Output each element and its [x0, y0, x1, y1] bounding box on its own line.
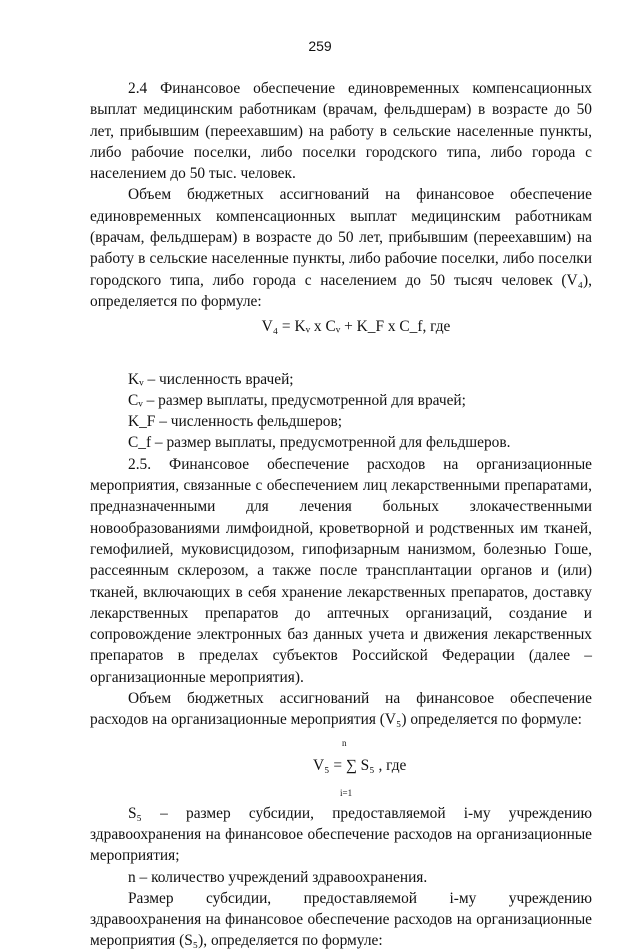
definition-n: n – количество учреждений здравоохранения.: [128, 868, 428, 886]
v4-definitions: [90, 369, 592, 454]
page-number: 259: [308, 38, 332, 54]
definition-cf: C_f – размер выплаты, предусмотренной для фельдшеров.: [128, 434, 511, 452]
sum-expression: V₅ = ∑ S₅ , где: [313, 756, 407, 774]
definition-kf: K_F – численность фельдшеров;: [128, 413, 343, 431]
sum-lower-limit: i=1: [340, 787, 353, 798]
section-2-4-heading: 2.4 Финансовое обеспечение единовременных компенсационных выплат медицинским работникам (врачам, фельдшерам) в возрасте до 50 лет, прибывшим (переехавшим) на работу в сельские населенные пункты, либо рабочие поселки, либо поселки городского типа, либо города с населением до 50 тыс. человек.: [90, 80, 592, 183]
section-2-5-intro: Объем бюджетных ассигнований на финансовое обеспечение расходов на организационные мероприятия (V₅) определяется по формуле:: [90, 690, 592, 729]
definition-cv: Cᵥ – размер выплаты, предусмотренной для врачей;: [128, 391, 466, 409]
subsidy-intro: Размер субсидии, предоставляемой i-му учреждению здравоохранения на финансовое обеспечение расходов на организационные мероприятия (S₅), определяется по формуле:: [90, 889, 592, 950]
document-body: [90, 78, 592, 952]
sum-upper-limit: n: [342, 737, 347, 748]
formula-v4: V₄ = Kᵥ x Cᵥ + K_F x C_f, где: [261, 318, 451, 336]
section-2-4-intro: Объем бюджетных ассигнований на финансовое обеспечение единовременных компенсационных выплат медицинским работникам (врачам, фельдшерам) в возрасте до 50 лет, прибывшим (переехавшим) на работу в сельские населенные пункты, либо рабочие поселки, либо поселки городского типа, либо города с населением до 50 тысяч человек (V₄), определяется по формуле:: [90, 186, 592, 310]
definition-kv: Kᵥ – численность врачей;: [128, 370, 294, 388]
definition-s5: S₅ – размер субсидии, предоставляемой i-му учреждению здравоохранения на финансовое обеспечение расходов на организационные мероприятия;: [90, 804, 592, 865]
section-2-5-heading: 2.5. Финансовое обеспечение расходов на организационные мероприятия, связанные с обеспечением лиц лекарственными препаратами, предназначенными для лечения больных злокачественными новообразованиями лимфоидной, кроветворной и родственных им тканей, гемофилией, муковисцидозом, гипофизарным нанизмом, болезнью Гоше, рассеянным склерозом, а также после трансплантации органов и (или) тканей, включающих в себя хранение лекарственных препаратов, доставку лекарственных препаратов до аптечных организаций, создание и сопровождение электронных баз данных учета и движения лекарственных препаратов в пределах субъектов Российской Федерации (далее – организационные мероприятия).: [90, 455, 592, 686]
formula-v5: [90, 739, 592, 803]
